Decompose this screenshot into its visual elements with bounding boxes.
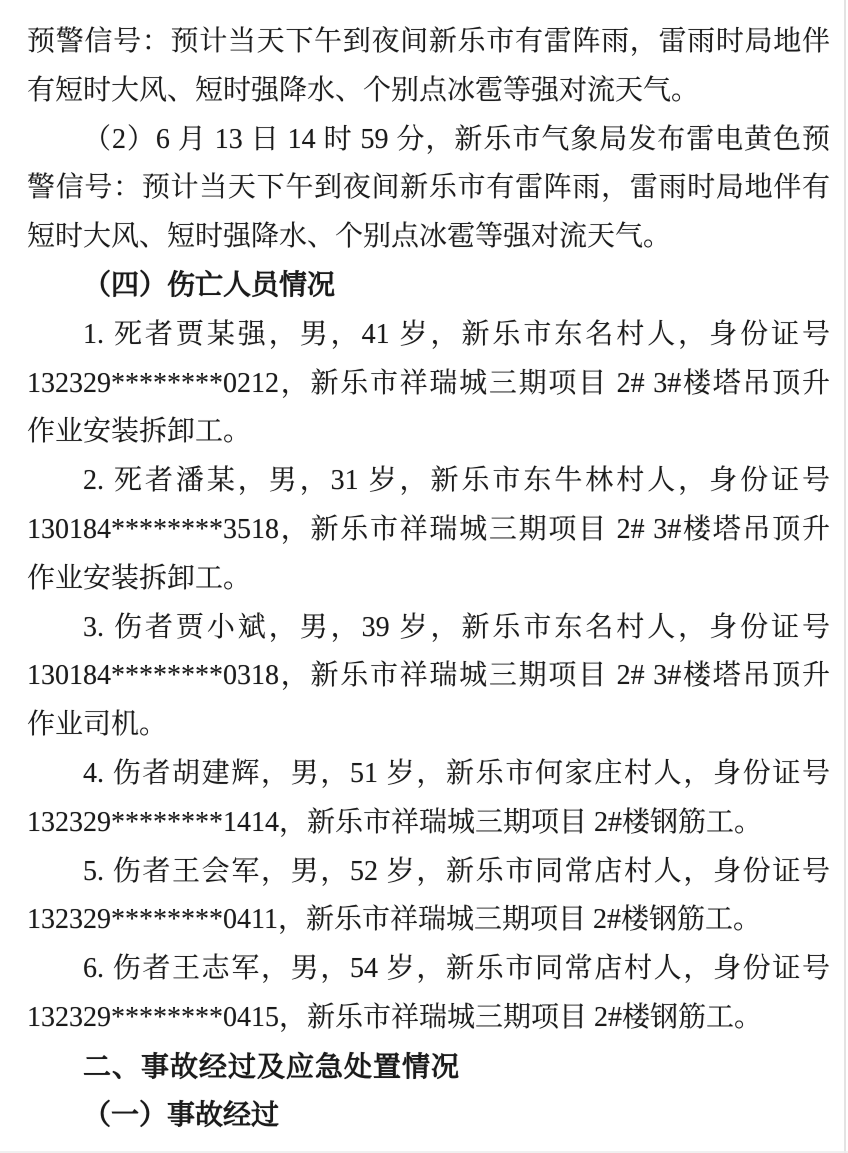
text-line: 预警信号：预计当天下午到夜间新乐市有雷阵雨，雷雨时局地伴 — [27, 26, 830, 57]
text-line: 短时大风、短时强降水、个别点冰雹等强对流天气。 — [27, 221, 672, 253]
text-line: 6. 伤者王志军，男，54 岁，新乐市同常店村人，身份证号 — [83, 953, 830, 985]
text-line: 警信号：预计当天下午到夜间新乐市有雷阵雨，雷雨时局地伴有 — [27, 172, 830, 204]
text-line: 5. 伤者王会军，男，52 岁，新乐市同常店村人，身份证号 — [83, 855, 830, 887]
text-line: 有短时大风、短时强降水、个别点冰雹等强对流天气。 — [27, 74, 700, 106]
text-line: 132329********0415，新乐市祥瑞城三期项目 2#楼钢筋工。 — [27, 1001, 763, 1033]
text-line: 2. 死者潘某，男，31 岁，新乐市东牛林村人，身份证号 — [83, 465, 830, 497]
text-line: 3. 伤者贾小斌，男，39 岁，新乐市东名村人，身份证号 — [83, 611, 830, 643]
text-line: 132329********1414，新乐市祥瑞城三期项目 2#楼钢筋工。 — [27, 806, 763, 838]
text-line: 作业安装拆卸工。 — [27, 562, 252, 594]
text-line: （2）6 月 13 日 14 时 59 分，新乐市气象局发布雷电黄色预 — [83, 123, 830, 155]
text-line: 作业安装拆卸工。 — [27, 416, 252, 448]
heading-line: （一）事故经过 — [83, 1099, 280, 1131]
text-line: 132329********0411，新乐市祥瑞城三期项目 2#楼钢筋工。 — [27, 904, 761, 936]
text-line: 130184********3518，新乐市祥瑞城三期项目 2# 3#楼塔吊顶升 — [27, 513, 830, 545]
text-line: 130184********0318，新乐市祥瑞城三期项目 2# 3#楼塔吊顶升 — [27, 660, 830, 692]
text-line: 作业司机。 — [27, 709, 168, 741]
document-text-block — [27, 18, 830, 1140]
heading-line: 二、事故经过及应急处置情况 — [83, 1050, 461, 1082]
scan-artifact-line — [844, 0, 846, 1153]
text-line: 132329********0212，新乐市祥瑞城三期项目 2# 3#楼塔吊顶升 — [27, 367, 830, 399]
text-line: 4. 伤者胡建辉，男，51 岁，新乐市何家庄村人，身份证号 — [83, 757, 830, 789]
heading-line: （四）伤亡人员情况 — [83, 269, 336, 301]
text-line: 1. 死者贾某强，男，41 岁，新乐市东名村人，身份证号 — [83, 318, 830, 350]
